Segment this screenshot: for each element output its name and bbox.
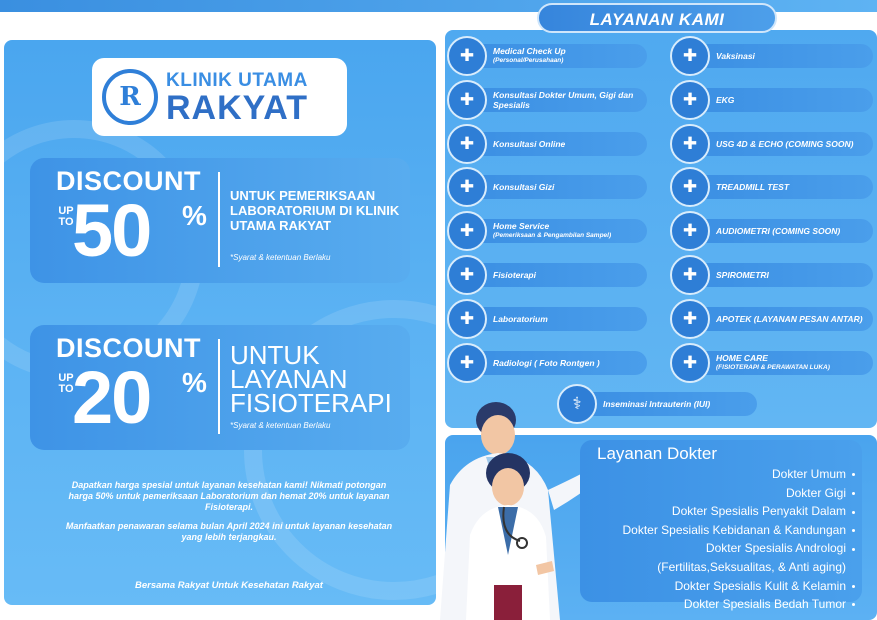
physio-icon: ✚ [447,255,487,295]
brand-line2: RAKYAT [166,89,309,127]
service-label: Home Service [493,221,550,232]
doctor-item [585,484,855,503]
bullet-icon [852,492,855,495]
doctor-item [585,577,855,596]
phone-stethoscope-icon: ✚ [447,124,487,164]
service-sublabel: (FISIOTERAPI & PERAWATAN LUKA) [716,363,830,371]
service-label: Fisioterapi [493,270,536,280]
service-label: Konsultasi Online [493,138,566,149]
discount-value: 50 [72,189,151,272]
service-label: APOTEK (LAYANAN PESAN ANTAR) [716,313,863,324]
service-label: Konsultasi Gizi [493,182,555,193]
service-label: Laboratorium [493,313,548,324]
doctor-label: Dokter Spesialis Penyakit Dalam [671,504,846,519]
discount-desc: UNTUK LAYANAN FISIOTERAPI [230,340,392,418]
service-item [670,215,873,247]
brand-line1: KLINIK UTAMA [166,70,308,91]
discount-card-lab [30,158,410,283]
service-label: Vaksinasi [716,51,755,61]
service-item [670,347,873,379]
service-label: USG 4D & ECHO (COMING SOON) [716,138,854,149]
upto-label: UP TO [58,372,74,395]
discount-desc: UNTUK PEMERIKSAAN LABORATORIUM DI KLINIK UTAMA RAKYAT [230,188,400,233]
promo-text [64,480,394,543]
uterus-icon: ⚕ [557,384,597,424]
clinic-logo [92,58,347,136]
logo-mark-icon: R [102,69,158,125]
terms-note: *Syarat & ketentuan Berlaku [230,253,331,262]
bullet-icon [852,473,855,476]
bullet-icon [852,585,855,588]
spirometer-icon: ✚ [670,255,710,295]
upto-label: UP TO [58,205,74,228]
ekg-icon: ✚ [670,80,710,120]
service-sublabel: (Personal/Perusahaan) [493,57,564,64]
doctors-illustration [420,395,600,620]
percent-sign: % [182,367,207,398]
bullet-icon [852,548,855,551]
doctors-list [585,465,855,614]
syringe-icon: ✚ [670,36,710,76]
treadmill-icon: ✚ [670,167,710,207]
doctor-item [585,595,855,614]
service-label: Inseminasi Intrauterin (IUI) [603,399,711,409]
doctor-item [585,521,855,540]
service-item [447,40,647,72]
discount-word: DISCOUNT [56,166,201,196]
service-item [447,303,647,335]
tagline: Bersama Rakyat Untuk Kesehatan Rakyat [135,580,323,591]
service-item [447,215,647,247]
service-label: EKG [716,94,735,105]
doctor-label: Dokter Spesialis Bedah Tumor [683,597,846,612]
services-title: LAYANAN KAMI [537,3,777,33]
service-label: SPIROMETRI [716,270,769,280]
service-item-iui [557,388,757,420]
microscope-icon: ✚ [447,299,487,339]
service-item [670,84,873,116]
nutrition-icon: ✚ [447,167,487,207]
service-label: Radiologi ( Foto Rontgen ) [493,357,600,368]
doctor-label: Dokter Gigi [785,485,846,500]
doctor-label: (Fertilitas,Seksualitas, & Anti aging) [657,559,846,574]
discount-card-physio [30,325,410,450]
service-item [670,171,873,203]
promo-panel [4,40,436,605]
discount-value: 20 [72,356,151,439]
xray-icon: ✚ [447,343,487,383]
doctor-item [585,502,855,521]
terms-note: *Syarat & ketentuan Berlaku [230,421,331,430]
percent-sign: % [182,200,207,231]
doctor-label: Dokter Spesialis Andrologi [705,541,846,556]
service-sublabel: (Pemeriksaan & Pengambilan Sampel) [493,232,612,240]
discount-word: DISCOUNT [56,333,201,363]
clipboard-icon: ✚ [447,36,487,76]
divider [218,172,220,267]
service-item [670,303,873,335]
service-item [670,259,873,291]
service-label: Konsultasi Dokter Umum, Gigi dan Spesialis [493,89,634,110]
doctor-item [585,558,855,577]
service-item [447,128,647,160]
service-item [447,171,647,203]
service-item [447,84,647,116]
service-item [447,347,647,379]
logo-text [166,70,309,127]
service-label: AUDIOMETRI (COMING SOON) [716,226,841,237]
service-label: Medical Check Up [493,46,566,56]
home-icon: ✚ [447,211,487,251]
bandage-icon: ✚ [670,343,710,383]
doctor-item [585,465,855,484]
bullet-icon [852,511,855,514]
service-item [670,40,873,72]
doctor-label: Dokter Umum [771,467,846,481]
headphones-icon: ✚ [670,211,710,251]
ultrasound-icon: ✚ [670,124,710,164]
service-item [670,128,873,160]
doctors-title: Layanan Dokter [597,444,718,463]
promo-paragraph-2: Manfaatkan penawaran selama bulan April 2024 ini untuk layanan kesehatan yang lebih terjangkau. [65,521,393,542]
doctor-label: Dokter Spesialis Kebidanan & Kandungan [622,522,846,537]
doctor-label: Dokter Spesialis Kulit & Kelamin [674,578,846,593]
promo-paragraph-1: Dapatkan harga spesial untuk layanan kesehatan kami! Nikmati potongan harga 50% untuk pemeriksaan Laboratorium dan hemat 20% untuk layanan Fisioterapi. [68,480,390,512]
divider [218,339,220,434]
doctor-item [585,539,855,558]
service-label: HOME CARE [716,352,768,363]
bullet-icon [852,529,855,532]
service-item [447,259,647,291]
service-label: TREADMILL TEST [716,182,790,193]
pharmacy-icon: ✚ [670,299,710,339]
bullet-icon [852,603,855,606]
doctor-icon: ✚ [447,80,487,120]
